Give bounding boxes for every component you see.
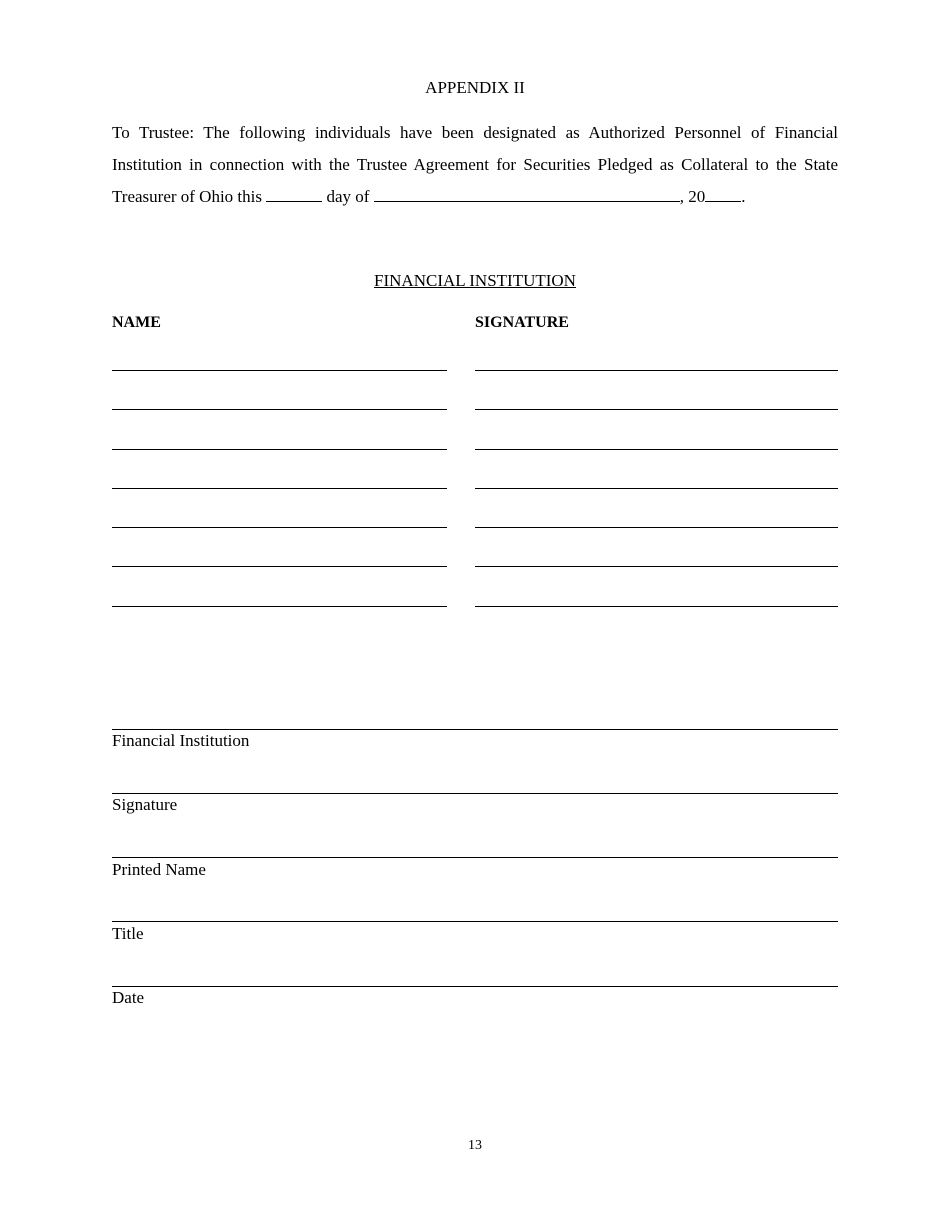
name-line[interactable] (112, 606, 447, 607)
intro-text-part4: . (741, 187, 746, 206)
name-line[interactable] (112, 370, 447, 371)
signature-line[interactable] (475, 370, 838, 371)
intro-paragraph (112, 117, 838, 213)
printed-name-label: Printed Name (112, 860, 206, 879)
signature-column-header: SIGNATURE (475, 314, 569, 331)
month-blank[interactable] (374, 187, 680, 202)
year-blank[interactable] (705, 187, 741, 202)
day-blank[interactable] (266, 187, 322, 202)
intro-text-part3: , 20 (679, 187, 706, 206)
printed-name-line[interactable] (112, 857, 838, 858)
name-line[interactable] (112, 566, 447, 567)
title-line[interactable] (112, 921, 838, 922)
date-label: Date (112, 988, 145, 1007)
name-line[interactable] (112, 449, 447, 450)
name-line[interactable] (112, 488, 447, 489)
signature-field-line[interactable] (112, 793, 838, 794)
name-column-header: NAME (112, 314, 161, 331)
date-line[interactable] (112, 986, 838, 987)
signature-line[interactable] (475, 606, 838, 607)
page-number: 13 (468, 1138, 482, 1153)
signature-line[interactable] (475, 488, 838, 489)
signature-line[interactable] (475, 566, 838, 567)
name-line[interactable] (112, 409, 447, 410)
section-title-text: FINANCIAL INSTITUTION (374, 271, 576, 290)
signature-line[interactable] (475, 409, 838, 410)
name-line[interactable] (112, 527, 447, 528)
signature-line[interactable] (475, 527, 838, 528)
title-label: Title (112, 924, 144, 943)
signature-field-label: Signature (112, 795, 178, 814)
section-title (0, 271, 950, 291)
appendix-heading: APPENDIX II (425, 78, 525, 97)
signature-line[interactable] (475, 449, 838, 450)
financial-institution-label: Financial Institution (112, 731, 250, 750)
intro-text-part2: day of (322, 187, 374, 206)
financial-institution-line[interactable] (112, 729, 838, 730)
intro-text-part1: To Trustee: The following individuals have been designated as Authorized Personnel of Financial Institution in connection with the Trustee Agreement for Securities Pledged as Collateral to the State Treasurer of Ohio this (112, 123, 838, 206)
